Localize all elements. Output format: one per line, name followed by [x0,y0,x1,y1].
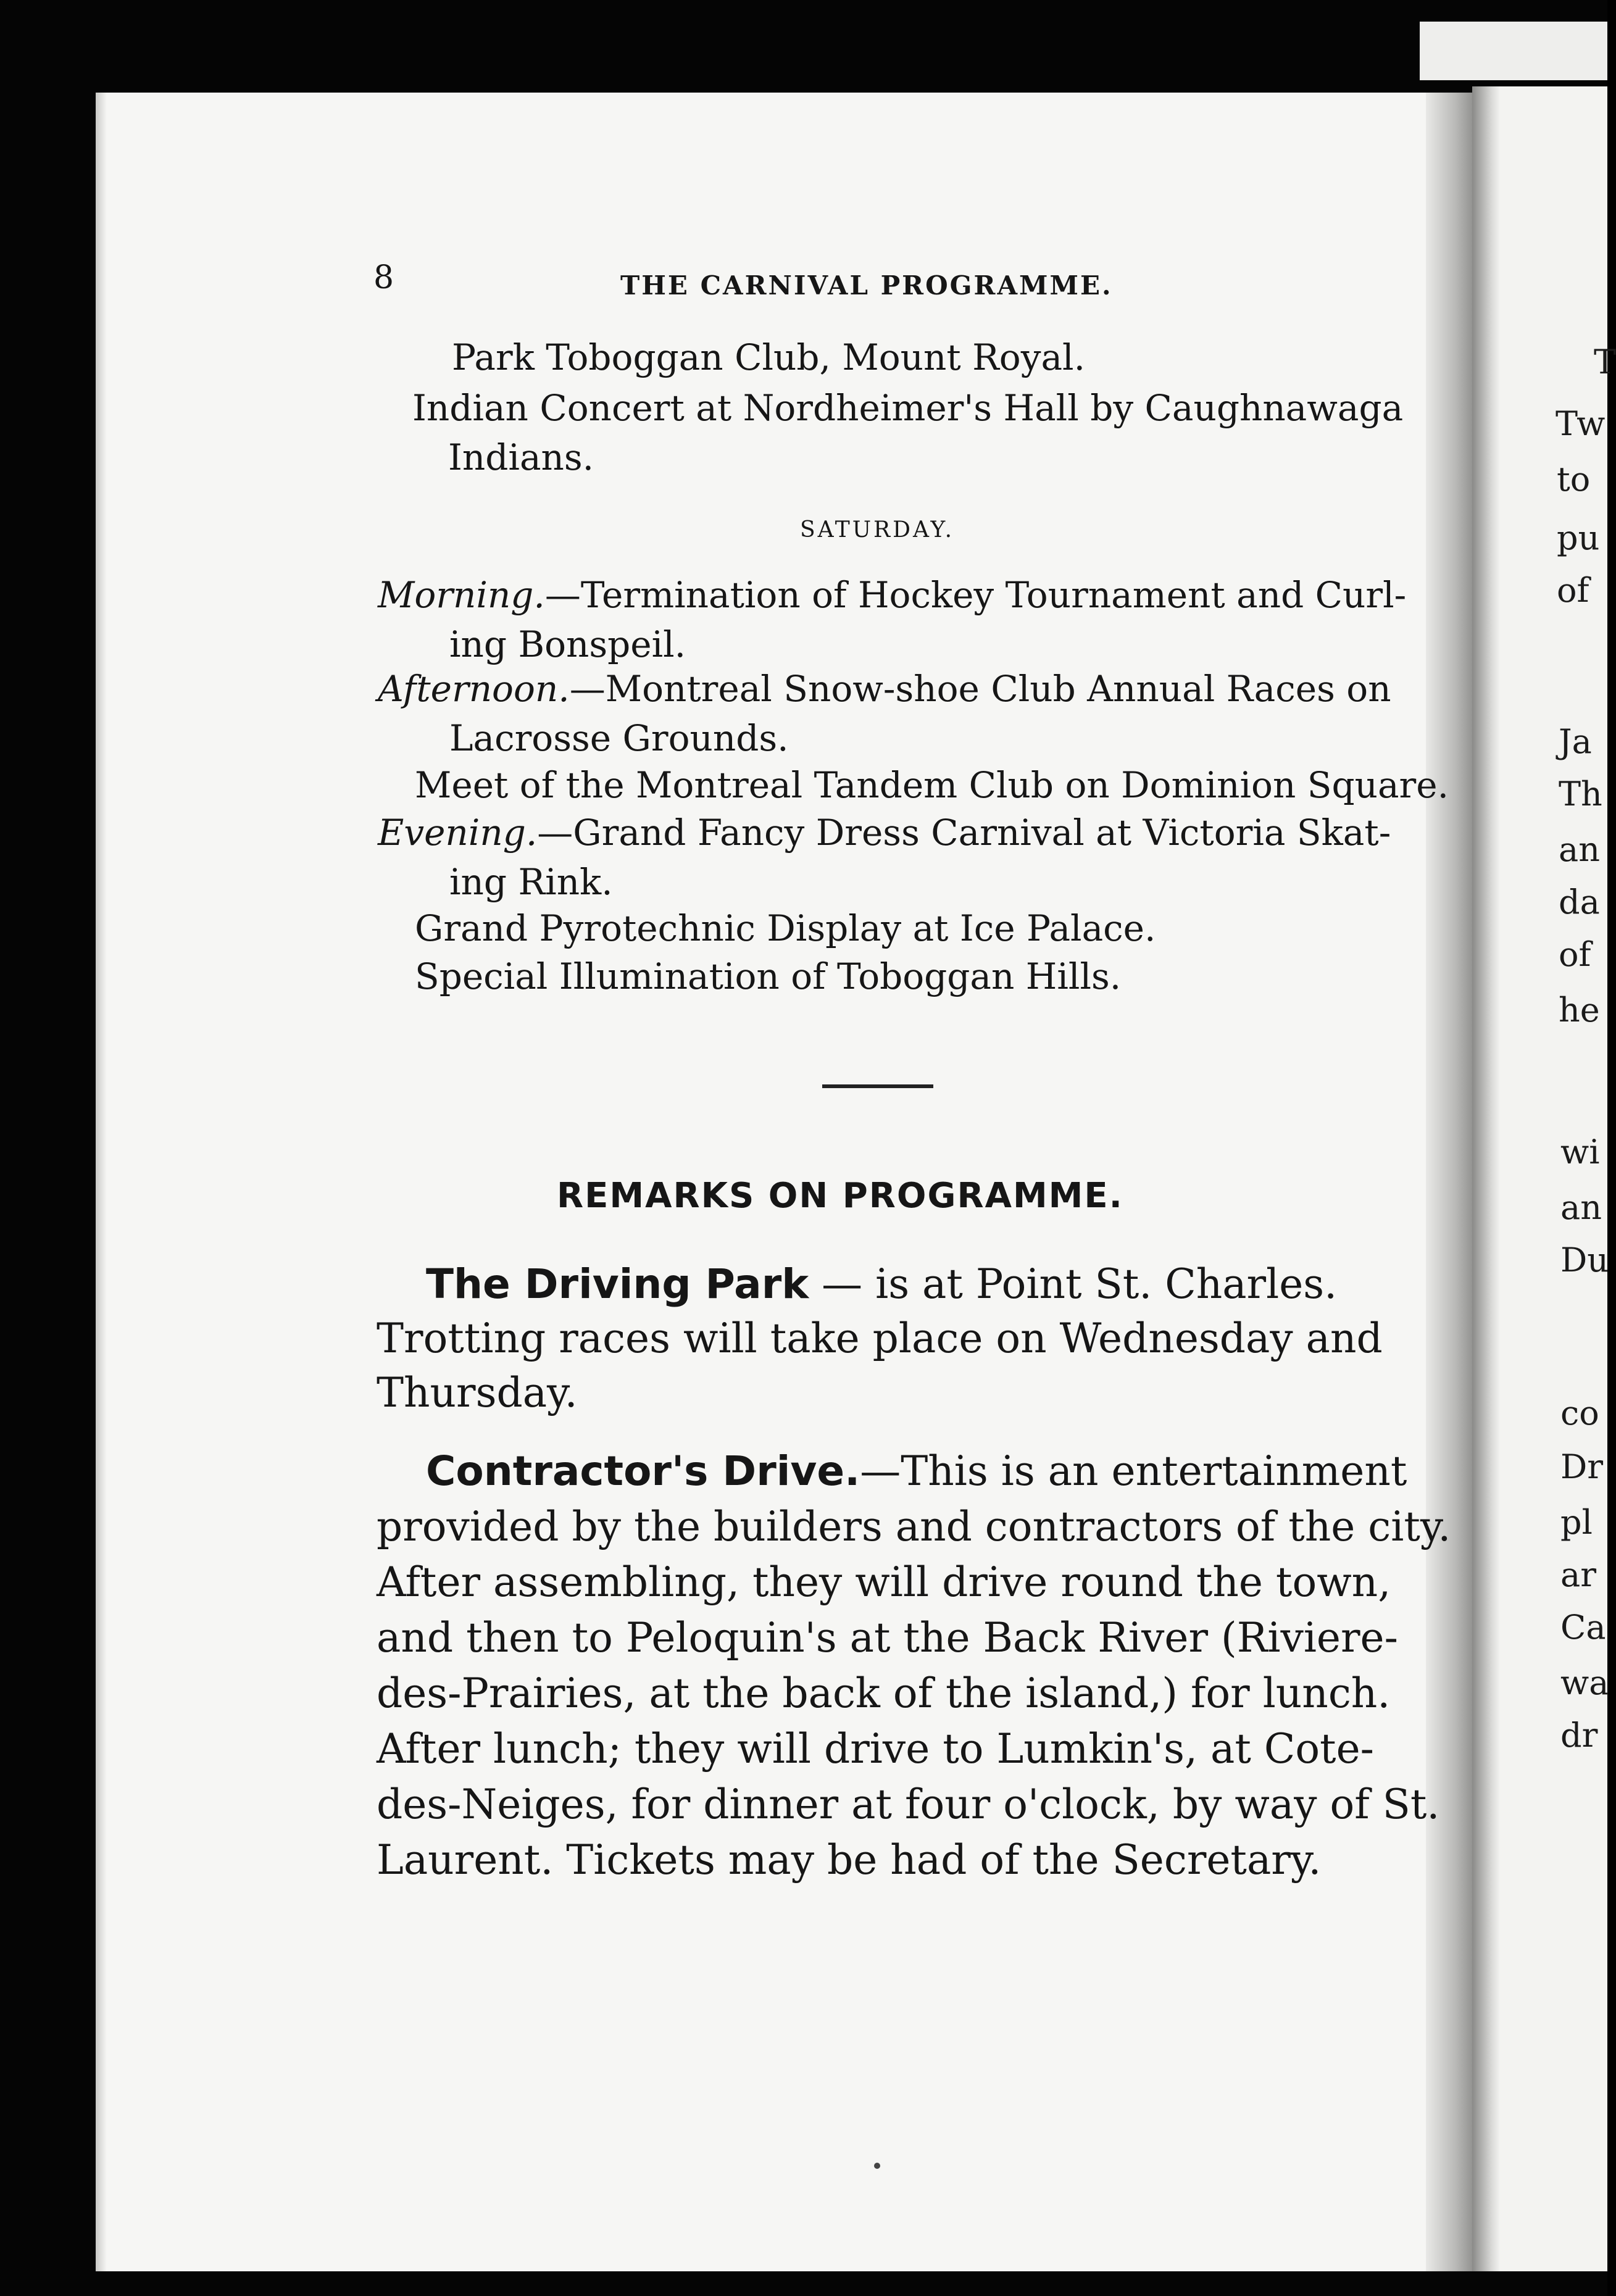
right-fragment: to [1557,460,1591,499]
page-number: 8 [373,259,394,296]
page-edge-shadow [96,93,107,2271]
contractors-line7: des-Neiges, for dinner at four o'clock, by way of St. [377,1781,1440,1828]
right-page-gutter-shadow [1472,86,1500,2271]
contractors-drive-label: Contractor's Drive. [426,1447,860,1495]
right-fragment: ar [1560,1555,1597,1594]
morning-text: —Termination of Hockey Tournament and Curl- [544,574,1407,616]
right-fragment: Ca [1560,1608,1606,1647]
paper-speck [874,2163,880,2169]
right-fragment: of [1559,935,1591,974]
contractors-line6: After lunch; they will drive to Lumkin's, at Cote- [377,1725,1374,1773]
contractors-drive-para [426,1447,1407,1495]
contractors-drive-text: —This is an entertainment [860,1447,1407,1495]
item-illumination: Special Illumination of Toboggan Hills. [415,955,1122,997]
driving-park-line3: Thursday. [377,1369,578,1416]
section-divider [822,1084,933,1088]
item-indian-concert: Indian Concert at Nordheimer's Hall by Caughnawaga [412,387,1404,429]
running-head: THE CARNIVAL PROGRAMME. [620,270,1113,301]
item-tandem-club: Meet of the Montreal Tandem Club on Dominion Square. [415,764,1449,806]
right-fragment: T [1594,343,1616,381]
contractors-line8: Laurent. Tickets may be had of the Secretary. [377,1836,1322,1884]
next-page-top-edge [1420,22,1607,80]
driving-park-para [426,1260,1337,1308]
right-fragment: pl [1560,1503,1593,1542]
right-fragment: wa [1560,1663,1609,1702]
right-fragment: Ja [1559,722,1592,761]
right-fragment: dr [1560,1716,1598,1755]
right-fragment: Tw [1556,404,1606,443]
saturday-evening [378,812,1391,854]
right-fragment: Th [1559,775,1602,813]
item-pyrotechnic: Grand Pyrotechnic Display at Ice Palace. [415,907,1156,949]
item-indian-concert-cont: Indians. [448,436,594,478]
day-heading-saturday: SATURDAY. [800,517,955,543]
right-fragment: pu [1557,518,1600,557]
contractors-line3: After assembling, they will drive round the town, [377,1558,1391,1606]
contractors-line5: des-Prairies, at the back of the island,) for lunch. [377,1670,1391,1717]
page-fold-shadow [1426,93,1475,2271]
remarks-heading: REMARKS ON PROGRAMME. [557,1176,1123,1216]
item-park-toboggan: Park Toboggan Club, Mount Royal. [452,336,1086,378]
right-fragment: an [1560,1188,1602,1227]
right-fragment: he [1559,991,1600,1029]
right-fragment: an [1559,830,1600,869]
right-fragment: of [1557,571,1589,610]
right-fragment: da [1559,883,1600,921]
saturday-afternoon-cont: Lacrosse Grounds. [449,717,789,759]
morning-label: Morning. [378,574,545,616]
driving-park-line2: Trotting races will take place on Wednesday and [377,1315,1383,1362]
driving-park-text: — is at Point St. Charles. [809,1260,1338,1308]
right-fragment: Dr [1560,1447,1604,1486]
saturday-evening-cont: ing Rink. [449,861,613,903]
saturday-morning-cont: ing Bonspeil. [449,623,686,665]
right-fragment: Du [1560,1241,1609,1279]
saturday-afternoon [378,668,1391,710]
evening-label: Evening. [378,812,538,854]
right-fragment: wi [1560,1133,1600,1171]
afternoon-text: —Montreal Snow-shoe Club Annual Races on [569,668,1391,710]
saturday-morning [378,574,1406,616]
afternoon-label: Afternoon. [378,668,570,710]
contractors-line2: provided by the builders and contractors of the city. [377,1503,1451,1550]
right-fragment: co [1560,1394,1599,1433]
contractors-line4: and then to Peloquin's at the Back River (Riviere- [377,1614,1398,1662]
driving-park-label: The Driving Park [426,1260,809,1308]
evening-text: —Grand Fancy Dress Carnival at Victoria Skat- [537,812,1391,854]
